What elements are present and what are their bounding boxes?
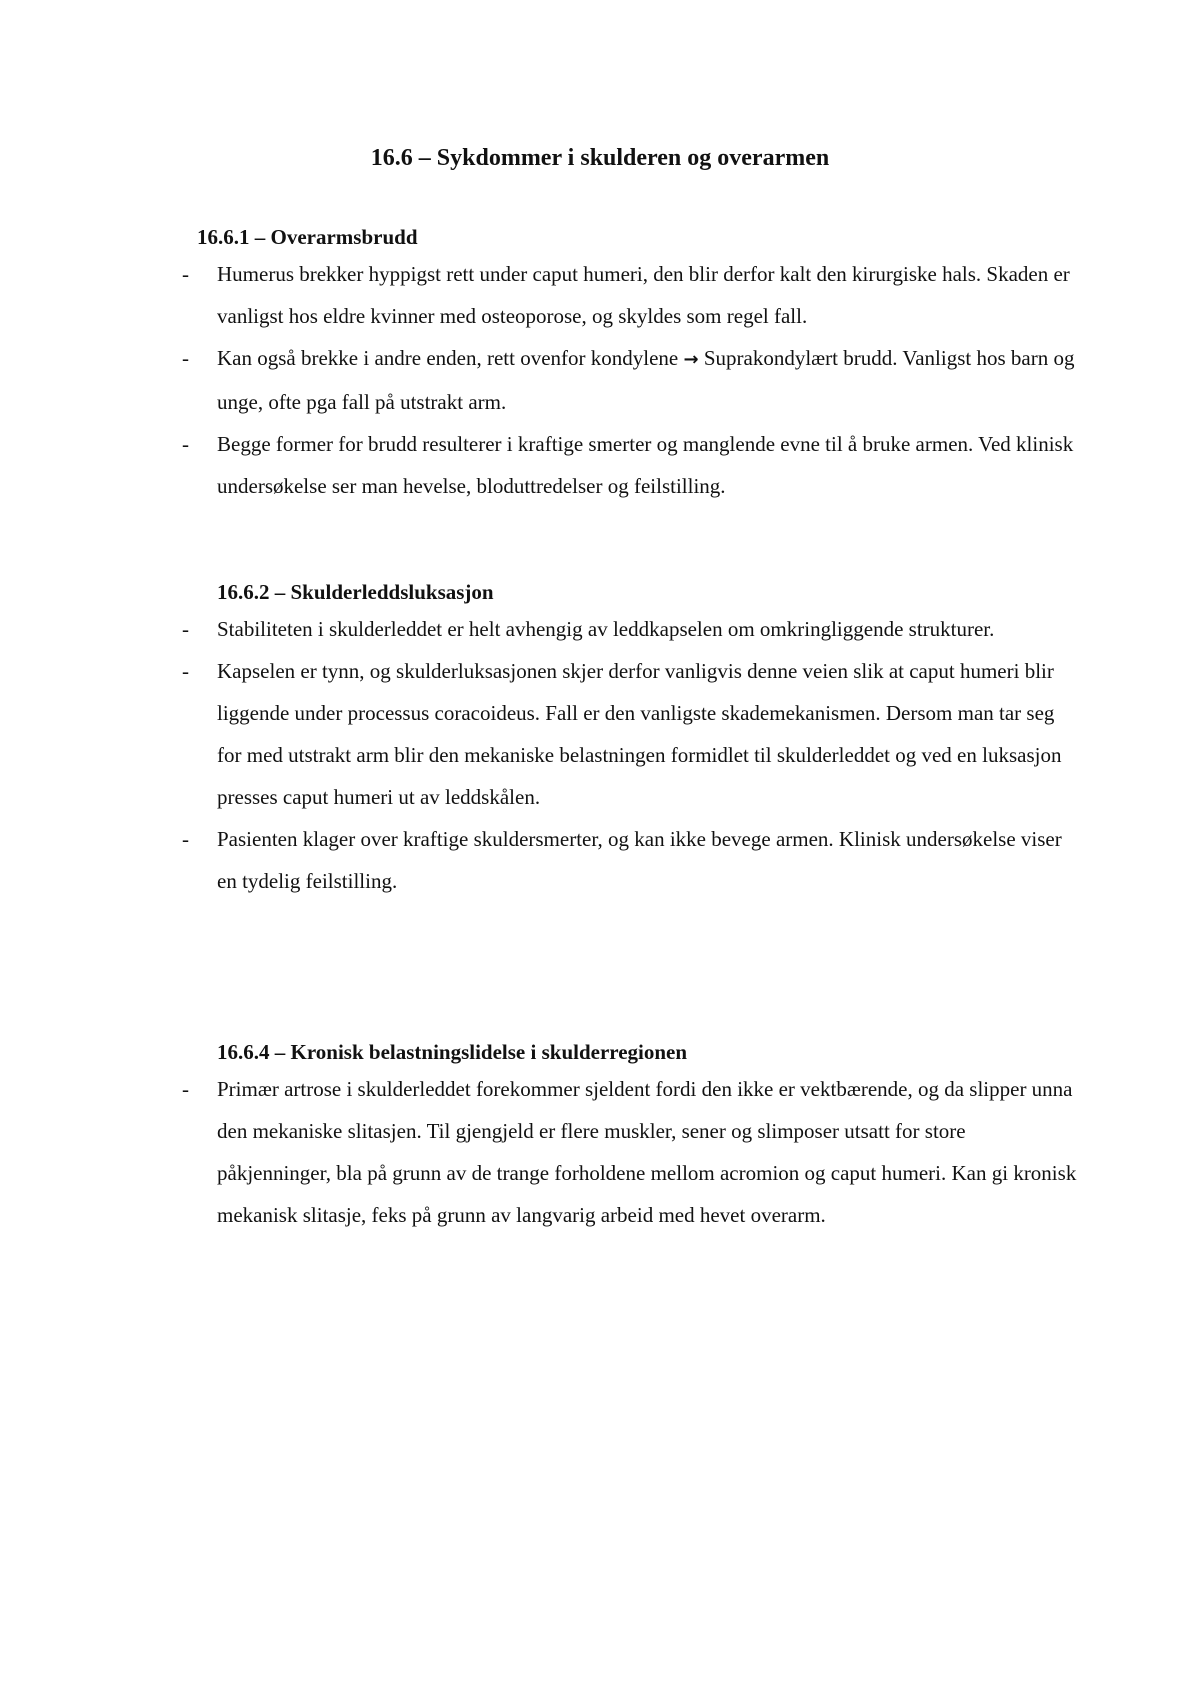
- bullet-text: Kapselen er tynn, og skulderluksasjonen skjer derfor vanligvis denne veien slik at caput humeri blir liggende under processus coracoideus. Fall er den vanligste skademekanismen. Dersom man tar seg for med utstrakt arm blir den mekaniske belastningen formidlet til skulderleddet og ved en luksasjon presses caput humeri ut av leddskålen.: [217, 659, 1062, 809]
- bullet-marker: -: [182, 617, 189, 641]
- list-item: [0, 1068, 1077, 1236]
- list-item: [0, 423, 1077, 507]
- bullet-marker: -: [182, 659, 189, 683]
- bullet-text: Primær artrose i skulderleddet forekommer sjeldent fordi den ikke er vektbærende, og da slipper unna den mekaniske slitasjen. Til gjengjeld er flere muskler, sener og slimposer utsatt for store påkjenninger, bla på grunn av de trange forholdene mellom acromion og caput humeri. Kan gi kronisk mekanisk slitasje, feks på grunn av langvarig arbeid med hevet overarm.: [217, 1077, 1077, 1227]
- bullet-marker: -: [182, 827, 189, 851]
- bullet-list: [0, 1068, 1200, 1236]
- list-item: [0, 818, 1077, 902]
- arrow-right-icon: →: [683, 349, 699, 370]
- section-heading: 16.6.2 – Skulderleddsluksasjon: [217, 580, 494, 604]
- list-item: [0, 608, 1077, 650]
- list-item: [0, 337, 1077, 423]
- section-heading: 16.6.1 – Overarmsbrudd: [197, 225, 418, 249]
- bullet-list: [0, 253, 1200, 507]
- bullet-list: [0, 608, 1200, 902]
- list-item: [0, 253, 1077, 337]
- bullet-text: Begge former for brudd resulterer i kraftige smerter og manglende evne til å bruke armen. Ved klinisk undersøkelse ser man hevelse, bloduttredelser og feilstilling.: [217, 432, 1074, 498]
- bullet-marker: -: [182, 432, 189, 456]
- bullet-marker: -: [182, 1077, 189, 1101]
- bullet-text: Pasienten klager over kraftige skuldersmerter, og kan ikke bevege armen. Klinisk undersøkelse viser en tydelig feilstilling.: [217, 827, 1062, 893]
- bullet-text: Kan også brekke i andre enden, rett ovenfor kondylene: [217, 346, 679, 370]
- section-heading: 16.6.4 – Kronisk belastningslidelse i skulderregionen: [217, 1040, 688, 1064]
- bullet-text: Humerus brekker hyppigst rett under caput humeri, den blir derfor kalt den kirurgiske hals. Skaden er vanligst hos eldre kvinner med osteoporose, og skyldes som regel fall.: [217, 262, 1070, 328]
- bullet-marker: -: [182, 262, 189, 286]
- bullet-text: Stabiliteten i skulderleddet er helt avhengig av leddkapselen om omkringliggende strukturer.: [217, 617, 995, 641]
- bullet-text: Suprakondylært brudd. Vanligst hos barn og unge, ofte pga fall på utstrakt arm.: [217, 346, 1075, 414]
- bullet-marker: -: [182, 346, 189, 370]
- list-item: [0, 650, 1077, 818]
- page-title: 16.6 – Sykdommer i skulderen og overarmen: [370, 145, 830, 171]
